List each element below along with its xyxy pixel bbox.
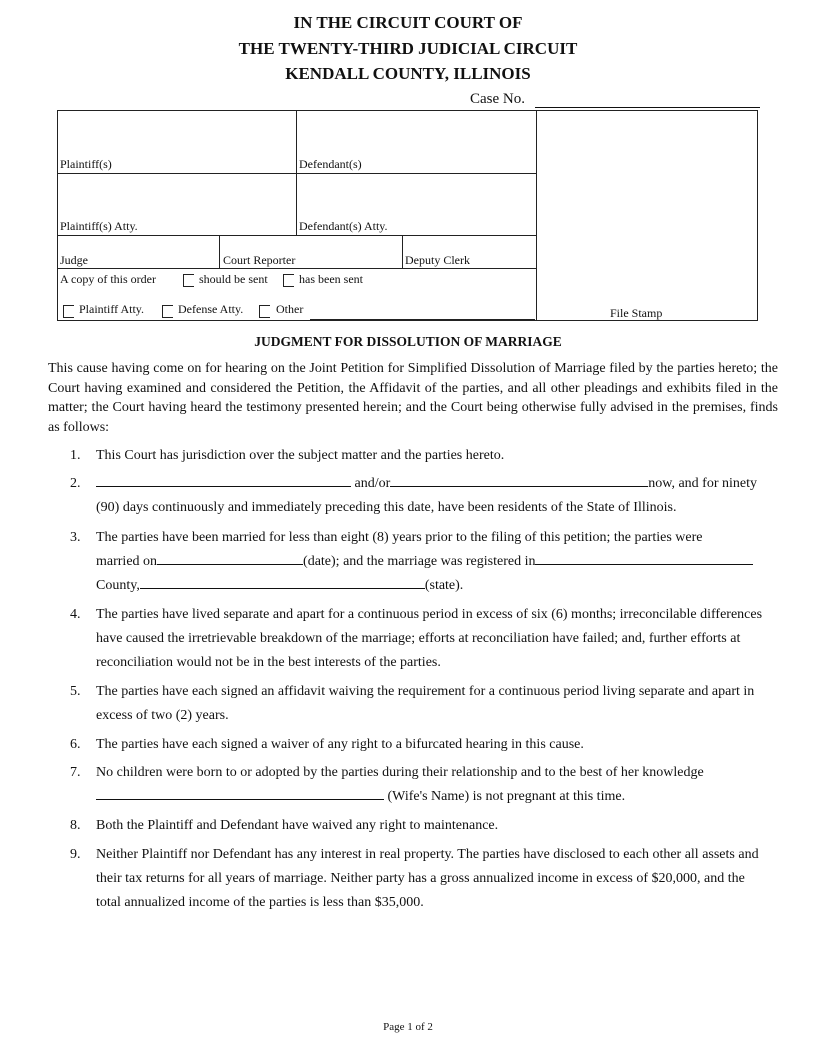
deputy-clerk-label: Deputy Clerk xyxy=(405,253,470,267)
marriage-date-field[interactable] xyxy=(157,550,303,565)
item-number: 7. xyxy=(70,765,81,780)
plaintiff-atty-checkbox[interactable] xyxy=(63,305,74,318)
item-text: The parties have each signed an affidavit waiving the requirement for a continuous period living separate and apart in excess of two (2) years. xyxy=(96,684,755,723)
married-text: The parties have been married for less than eight (8) years prior to the filing of this petition; the parties were xyxy=(96,530,703,545)
party-name-1-field[interactable] xyxy=(96,472,351,487)
item-number: 1. xyxy=(70,448,81,463)
children-text: No children were born to or adopted by the parties during their relationship and to the best of her knowledge xyxy=(96,765,704,780)
intro-paragraph: This cause having come on for hearing on the Joint Petition for Simplified Dissolution of Marriage filed by the parties hereto; the Court having examined and considered the Petition, the Affidavit of the parties, and all other pleadings and exhibits filed in the matter; the Court having heard the testimony presented herein; and the Court being otherwise fully advised in the premises, finds as follows: xyxy=(48,361,778,435)
item-number: 8. xyxy=(70,818,81,833)
file-stamp-label: File Stamp xyxy=(610,306,663,320)
case-caption-box xyxy=(57,110,758,321)
copy-order-label: A copy of this order xyxy=(60,272,156,286)
should-be-sent-label: should be sent xyxy=(199,272,268,286)
court-line-3: KENDALL COUNTY, ILLINOIS xyxy=(285,64,531,83)
married-on-label: married on xyxy=(96,554,158,569)
item-number: 2. xyxy=(70,476,81,491)
item-text: Neither Plaintiff nor Defendant has any interest in real property. The parties have disclosed to each other all assets and their tax returns for all years of marriage. Neither party has a gross annualized income in excess of $20,000, and the total annualized income of the parties is less than $35,000. xyxy=(96,847,759,910)
registered-in-label: (date); and the marriage was registered in xyxy=(303,554,536,569)
wife-name-label: (Wife's Name) is not pregnant at this time. xyxy=(387,789,626,804)
county-field[interactable] xyxy=(535,550,753,565)
wife-name-field[interactable] xyxy=(96,785,384,800)
has-been-sent-label: has been sent xyxy=(299,272,363,286)
plaintiff-atty-label: Plaintiff(s) Atty. xyxy=(60,219,138,233)
other-checkbox[interactable] xyxy=(259,305,270,318)
county-label: County, xyxy=(96,578,140,593)
other-field[interactable] xyxy=(310,319,535,320)
court-line-1: IN THE CIRCUIT COURT OF xyxy=(293,13,523,32)
document-title: JUDGMENT FOR DISSOLUTION OF MARRIAGE xyxy=(254,334,562,349)
plaintiff-label: Plaintiff(s) xyxy=(60,157,112,171)
court-line-2: THE TWENTY-THIRD JUDICIAL CIRCUIT xyxy=(238,38,578,58)
court-header xyxy=(0,10,816,87)
has-been-sent-checkbox[interactable] xyxy=(283,274,294,287)
residency-text: (90) days continuously and immediately preceding this date, have been residents of the State of Illinois. xyxy=(96,500,677,515)
case-no-label: Case No. xyxy=(470,91,525,107)
defendant-label: Defendant(s) xyxy=(299,157,362,171)
page-number: Page 1 of 2 xyxy=(383,1021,433,1033)
state-label: (state). xyxy=(424,578,464,593)
item-text: The parties have each signed a waiver of any right to a bifurcated hearing in this cause. xyxy=(96,737,584,752)
item-text: Both the Plaintiff and Defendant have waived any right to maintenance. xyxy=(96,818,499,833)
now-text: now, and for ninety xyxy=(648,476,757,491)
defense-atty-check-label: Defense Atty. xyxy=(178,302,244,316)
item-text: This Court has jurisdiction over the subject matter and the parties hereto. xyxy=(96,448,505,463)
item-number: 5. xyxy=(70,684,81,699)
defendant-atty-label: Defendant(s) Atty. xyxy=(299,219,388,233)
state-field[interactable] xyxy=(140,574,425,589)
item-number: 3. xyxy=(70,530,81,545)
should-be-sent-checkbox[interactable] xyxy=(183,274,194,287)
defense-atty-checkbox[interactable] xyxy=(162,305,173,318)
party-name-2-field[interactable] xyxy=(390,472,648,487)
item-number: 4. xyxy=(70,607,81,622)
and-or-text: and/or xyxy=(354,476,391,491)
other-label: Other xyxy=(276,302,304,316)
case-no-field[interactable] xyxy=(535,107,760,108)
judge-label: Judge xyxy=(60,253,88,267)
item-number: 6. xyxy=(70,737,81,752)
court-reporter-label: Court Reporter xyxy=(223,253,296,267)
item-number: 9. xyxy=(70,847,81,862)
item-text: The parties have lived separate and apart for a continuous period in excess of six (6) months; irreconcilable differences have caused the irretrievable breakdown of the marriage; efforts at reconciliation have failed; and, further efforts at reconciliation would not be in the best interests of the parties. xyxy=(96,607,763,670)
plaintiff-atty-check-label: Plaintiff Atty. xyxy=(79,302,145,316)
